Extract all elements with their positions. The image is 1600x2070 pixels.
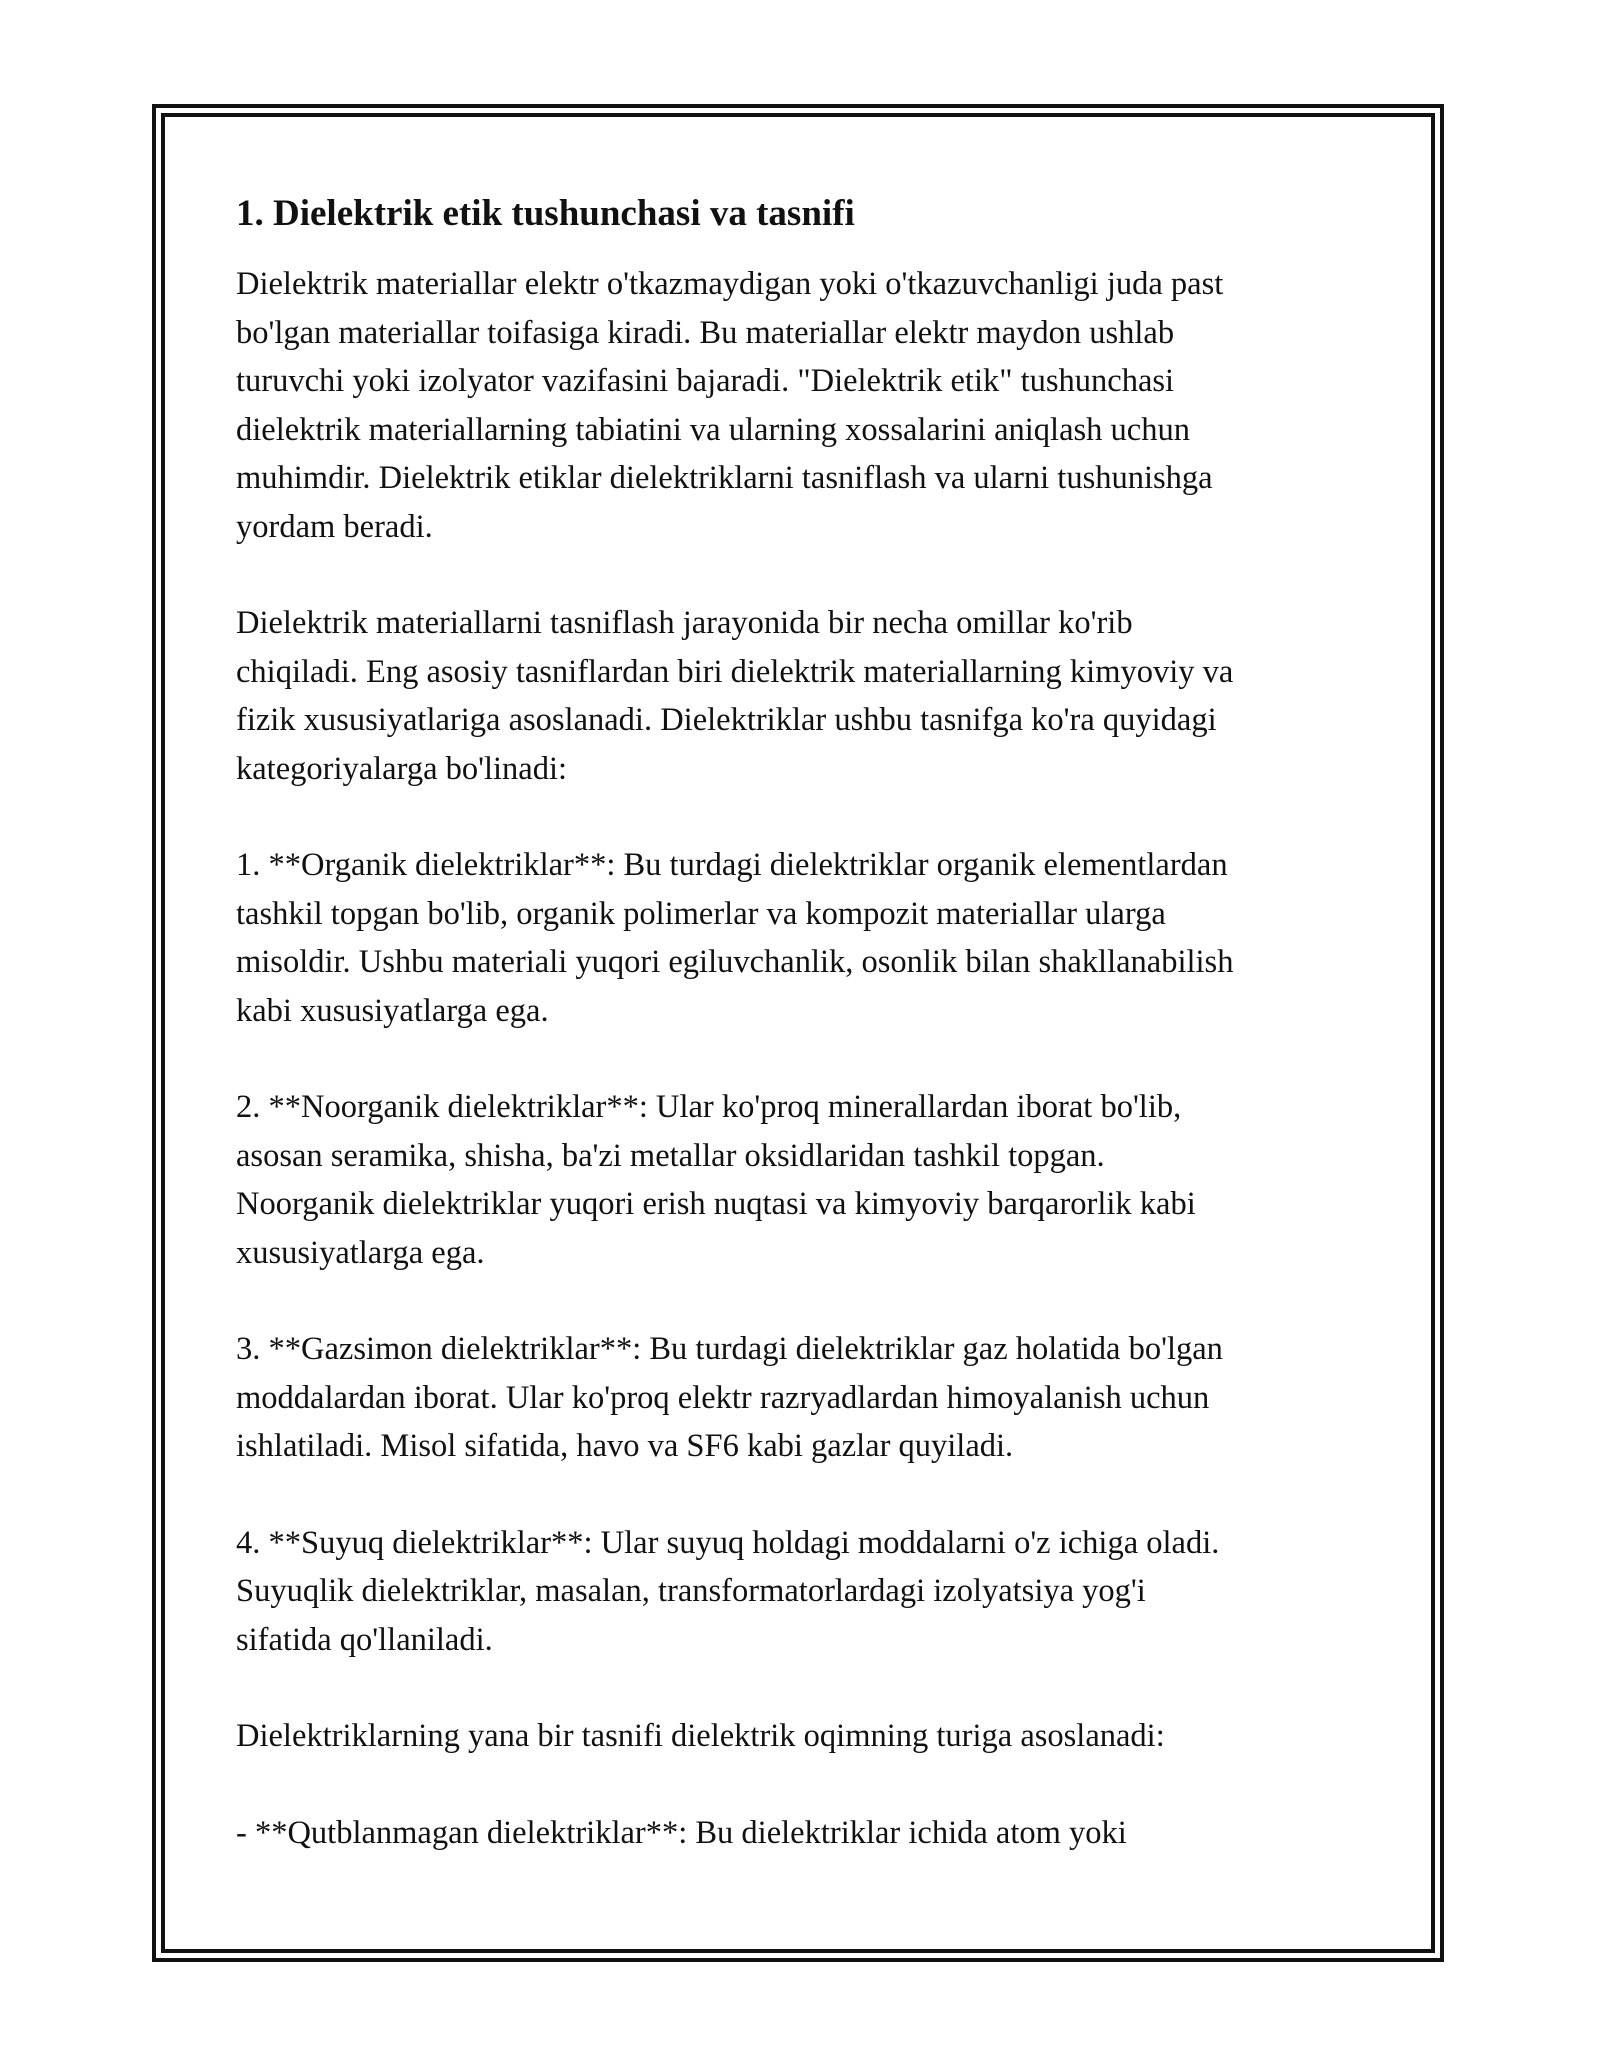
paragraph-second-classification: Dielektriklarning yana bir tasnifi dielektrik oqimning turiga asoslanadi: — [236, 1718, 1165, 1754]
document-body — [236, 186, 1376, 1905]
paragraph-classification: Dielektrik materiallarni tasniflash jarayonida bir necha omillar ko'rib chiqiladi. Eng asosiy tasniflardan biri dielektrik materiallarning kimyoviy va fizik xususiyatlariga asoslanadi. Dielektriklar ushbu tasnifga ko'ra quyidagi kategoriyalarga bo'linadi: — [236, 605, 1234, 787]
list-item-gaseous: 3. **Gazsimon dielektriklar**: Bu turdagi dielektriklar gaz holatida bo'lgan moddalardan iborat. Ular ko'proq elektr razryadlardan himoyalanish uchun ishlatiladi. Misol sifatida, havo va SF6 kabi gazlar quyiladi. — [236, 1331, 1223, 1464]
paragraph-intro: Dielektrik materiallar elektr o'tkazmaydigan yoki o'tkazuvchanligi juda past bo'lgan materiallar toifasiga kiradi. Bu materiallar elektr maydon ushlab turuvchi yoki izolyator vazifasini bajaradi. "Dielektrik etik" tushunchasi dielektrik materiallarning tabiatini va ularning xossalarini aniqlash uchun muhimdir. Dielektrik etiklar dielektriklarni tasniflash va ularni tushunishga yordam beradi. — [236, 266, 1224, 545]
list-item-liquid: 4. **Suyuq dielektriklar**: Ular suyuq holdagi moddalarni o'z ichiga oladi. Suyuqlik dielektriklar, masalan, transformatorlardagi izolyatsiya yog'i sifatida qo'llaniladi. — [236, 1524, 1220, 1658]
section-heading: 1. Dielektrik etik tushunchasi va tasnifi — [236, 193, 855, 234]
list-item-nonpolar: - **Qutblanmagan dielektriklar**: Bu dielektriklar ichida atom yoki — [236, 1814, 1127, 1851]
list-item-inorganic: 2. **Noorganik dielektriklar**: Ular ko'proq minerallardan iborat bo'lib, asosan seramika, shisha, ba'zi metallar oksidlaridan tashkil topgan. Noorganik dielektriklar yuqori erish nuqtasi va kimyoviy barqarorlik kabi xususiyatlarga ega. — [236, 1089, 1196, 1271]
list-item-organic: 1. **Organik dielektriklar**: Bu turdagi dielektriklar organik elementlardan tashkil topgan bo'lib, organik polimerlar va kompozit materiallar ularga misoldir. Ushbu materiali yuqori egiluvchanlik, osonlik bilan shakllanabilish kabi xususiyatlarga ega. — [236, 847, 1234, 1029]
